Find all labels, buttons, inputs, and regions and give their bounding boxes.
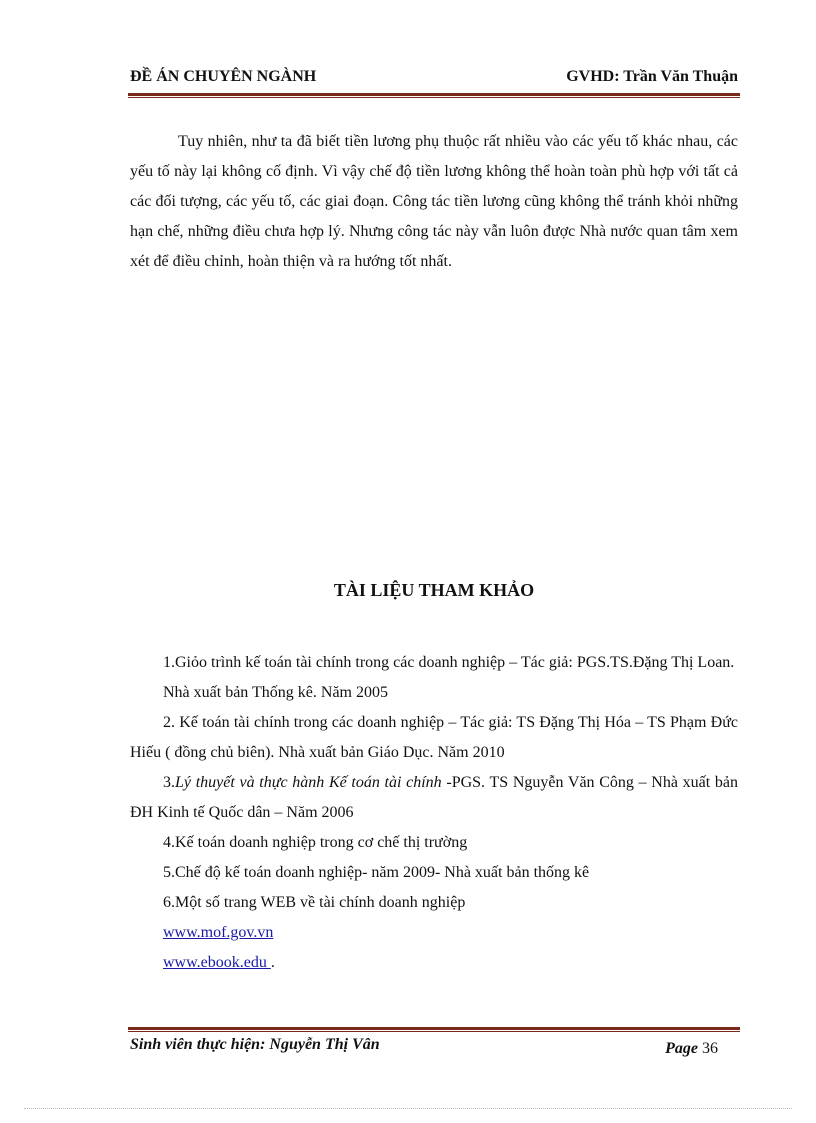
footer-divider bbox=[128, 1027, 740, 1032]
reference-item-4: 4.Kế toán doanh nghiệp trong cơ chế thị trường bbox=[163, 834, 468, 851]
body-paragraph: Tuy nhiên, như ta đã biết tiền lương phụ thuộc rất nhiều vào các yếu tố khác nhau, các yếu tố này lại không cố định. Vì vậy chế độ tiền lương không thể hoàn toàn phù hợp với tất cả các đối tượng, các yếu tố, các giai đoạn. Công tác tiền lương cũng không thể tránh khỏi những hạn chế, những điều chưa hợp lý. Nhưng công tác này vẫn luôn được Nhà nước quan tâm xem xét để điều chỉnh, hoàn thiện và ra hướng tốt nhất. bbox=[130, 133, 738, 270]
reference-link-row-2 bbox=[130, 948, 738, 978]
header-divider-thick bbox=[128, 93, 740, 96]
footer-divider-thin bbox=[128, 1031, 740, 1032]
page-footer bbox=[130, 1036, 738, 1058]
reference-item-3-title: Lý thuyết và thực hành Kế toán tài chính bbox=[175, 774, 442, 791]
reference-item-6: 6.Một số trang WEB về tài chính doanh nghiệp bbox=[163, 894, 466, 911]
footer-student: Sinh viên thực hiện: Nguyễn Thị Vân bbox=[130, 1036, 380, 1053]
footer-divider-thick bbox=[128, 1027, 740, 1030]
references-list bbox=[130, 648, 738, 978]
link-ebook-suffix: . bbox=[270, 954, 275, 971]
reference-item-5: 5.Chế độ kế toán doanh nghiệp- năm 2009- Nhà xuất bản thống kê bbox=[163, 864, 590, 881]
header-project-title: ĐỀ ÁN CHUYÊN NGÀNH bbox=[130, 68, 317, 85]
reference-link-row-1 bbox=[130, 918, 738, 948]
header-divider bbox=[128, 93, 740, 98]
link-mof[interactable]: www.mof.gov.vn bbox=[163, 924, 274, 941]
footer-page bbox=[665, 1040, 718, 1058]
reference-item-2: 2. Kế toán tài chính trong các doanh nghiệp – Tác giả: TS Đặng Thị Hóa – TS Phạm Đức Hiếu ( đồng chủ biên). Nhà xuất bản Giáo Dục. Năm 2010 bbox=[130, 714, 738, 761]
reference-item-3-rest: -PGS. TS Nguyễn Văn Công – Nhà xuất bản ĐH Kinh tế Quốc dân – Năm 2006 bbox=[130, 774, 739, 821]
page-header bbox=[130, 68, 738, 90]
references-heading: TÀI LIỆU THAM KHẢO bbox=[333, 580, 535, 600]
link-ebook[interactable]: www.ebook.edu bbox=[163, 954, 271, 971]
footer-page-number: 36 bbox=[702, 1040, 718, 1057]
reference-item-1-publisher: Nhà xuất bản Thống kê. Năm 2005 bbox=[163, 684, 388, 701]
header-supervisor: GVHD: Trần Văn Thuận bbox=[566, 68, 738, 85]
footer-page-label: Page bbox=[665, 1040, 698, 1057]
reference-item-3 bbox=[130, 768, 738, 828]
header-divider-thin bbox=[128, 97, 740, 98]
reference-item-3-number: 3. bbox=[163, 774, 175, 791]
page-bottom-dotted-line bbox=[24, 1108, 792, 1109]
reference-item-1: 1.Giỏo trình kế toán tài chính trong các doanh nghiệp – Tác giả: PGS.TS.Đặng Thị Loan. bbox=[163, 654, 735, 671]
